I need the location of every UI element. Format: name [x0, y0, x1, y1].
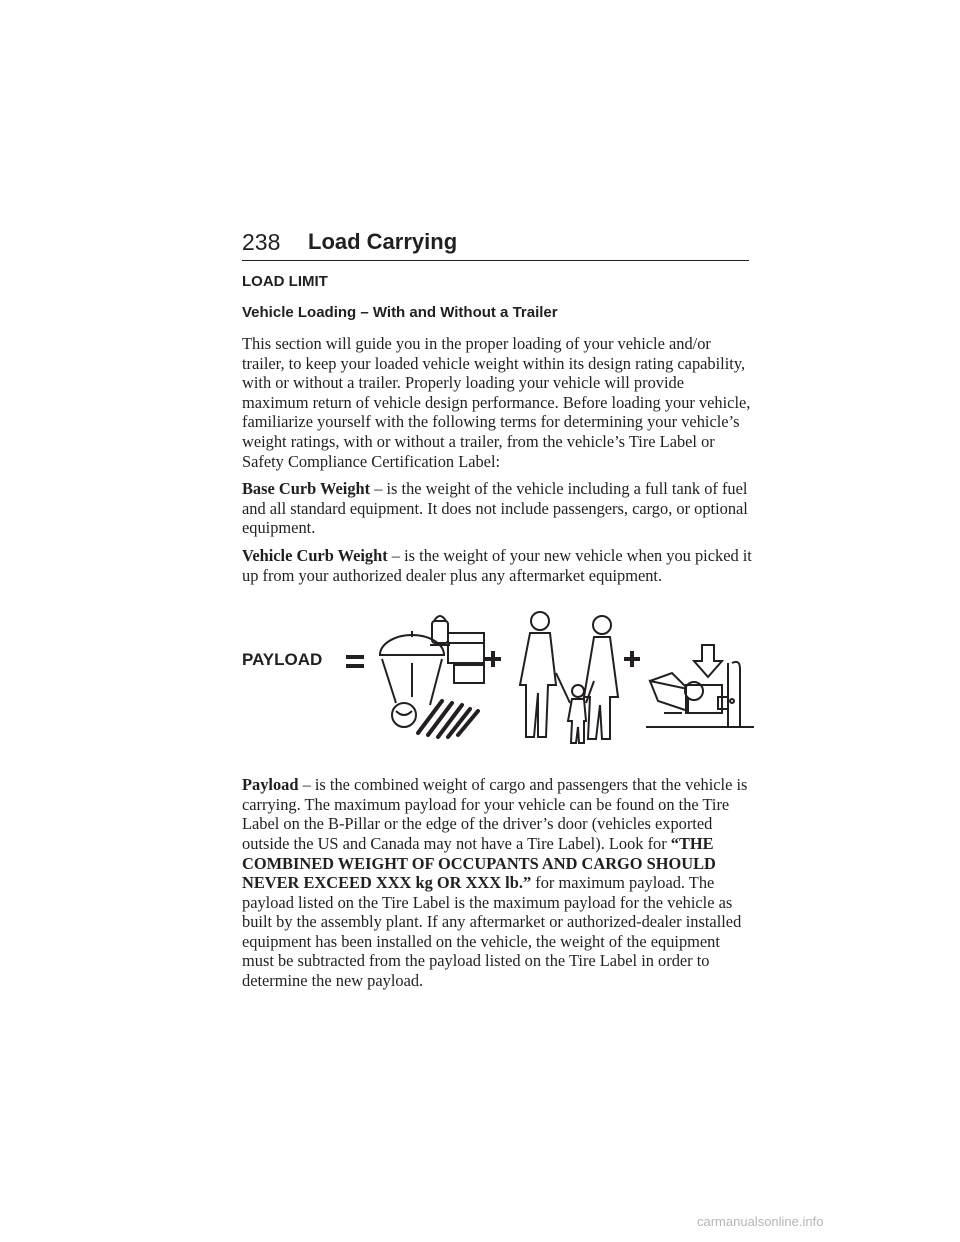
payload-definition-1: – is the combined weight of cargo and passengers that the vehicle is carrying. The maximum payload for your vehicle can be found on the Tire Label on the B-Pillar or the edge of the driver’s door (vehicles exported outside the US and Canada may not have a Tire Label). Look for	[242, 775, 748, 853]
equals-icon	[346, 655, 364, 668]
trailer-hitch-icon	[646, 645, 754, 727]
page-number: 238	[242, 229, 281, 255]
payload-term: Payload	[242, 775, 299, 795]
base-curb-paragraph	[242, 479, 754, 538]
page-content	[242, 272, 754, 999]
plus-icon-2	[624, 651, 640, 667]
payload-quote: “THE COMBINED WEIGHT OF OCCUPANTS AND CARGO SHOULD NEVER EXCEED XXX kg OR XXX lb.”	[242, 833, 716, 893]
vehicle-curb-term: Vehicle Curb Weight	[242, 545, 388, 565]
payload-figure	[242, 593, 754, 753]
base-curb-definition: – is the weight of the vehicle including a full tank of fuel and all standard equipment. It does not include passengers, cargo, or optional equipment.	[242, 479, 748, 538]
section-title: Load Carrying	[308, 229, 458, 254]
payload-illustration	[242, 593, 754, 753]
heading-load-limit: LOAD LIMIT	[242, 273, 328, 290]
passengers-icon	[520, 612, 618, 743]
payload-definition-2: for maximum payload. The payload listed on the Tire Label is the maximum payload for the vehicle as built by the assembly plant. If any aftermarket or authorized-dealer installed equipment has been installed on the vehicle, the weight of the equipment must be subtracted from the payload listed on the Tire Label in order to determine the new payload.	[242, 873, 742, 991]
base-curb-term: Base Curb Weight	[242, 479, 371, 499]
plus-icon-1	[485, 651, 501, 667]
vehicle-curb-paragraph	[242, 546, 754, 585]
vehicle-curb-definition: – is the weight of your new vehicle when you picked it up from your authorized dealer plus any aftermarket equipment.	[242, 545, 752, 585]
cargo-icon	[380, 616, 484, 737]
subheading-vehicle-loading: Vehicle Loading – With and Without a Trailer	[242, 304, 558, 321]
payload-label: PAYLOAD	[242, 650, 323, 670]
payload-paragraph	[242, 775, 754, 991]
watermark: carmanualsonline.info	[697, 1214, 824, 1229]
page-header	[242, 228, 749, 261]
intro-paragraph: This section will guide you in the proper loading of your vehicle and/or trailer, to keep your loaded vehicle weight within its design rating capability, with or without a trailer. Properly loading your vehicle will provide maximum return of vehicle design performance. Before loading your vehicle, familiarize yourself with the following terms for determining your vehicle’s weight ratings, with or without a trailer, from the vehicle’s Tire Label or Safety Compliance Certification Label:	[242, 334, 751, 471]
